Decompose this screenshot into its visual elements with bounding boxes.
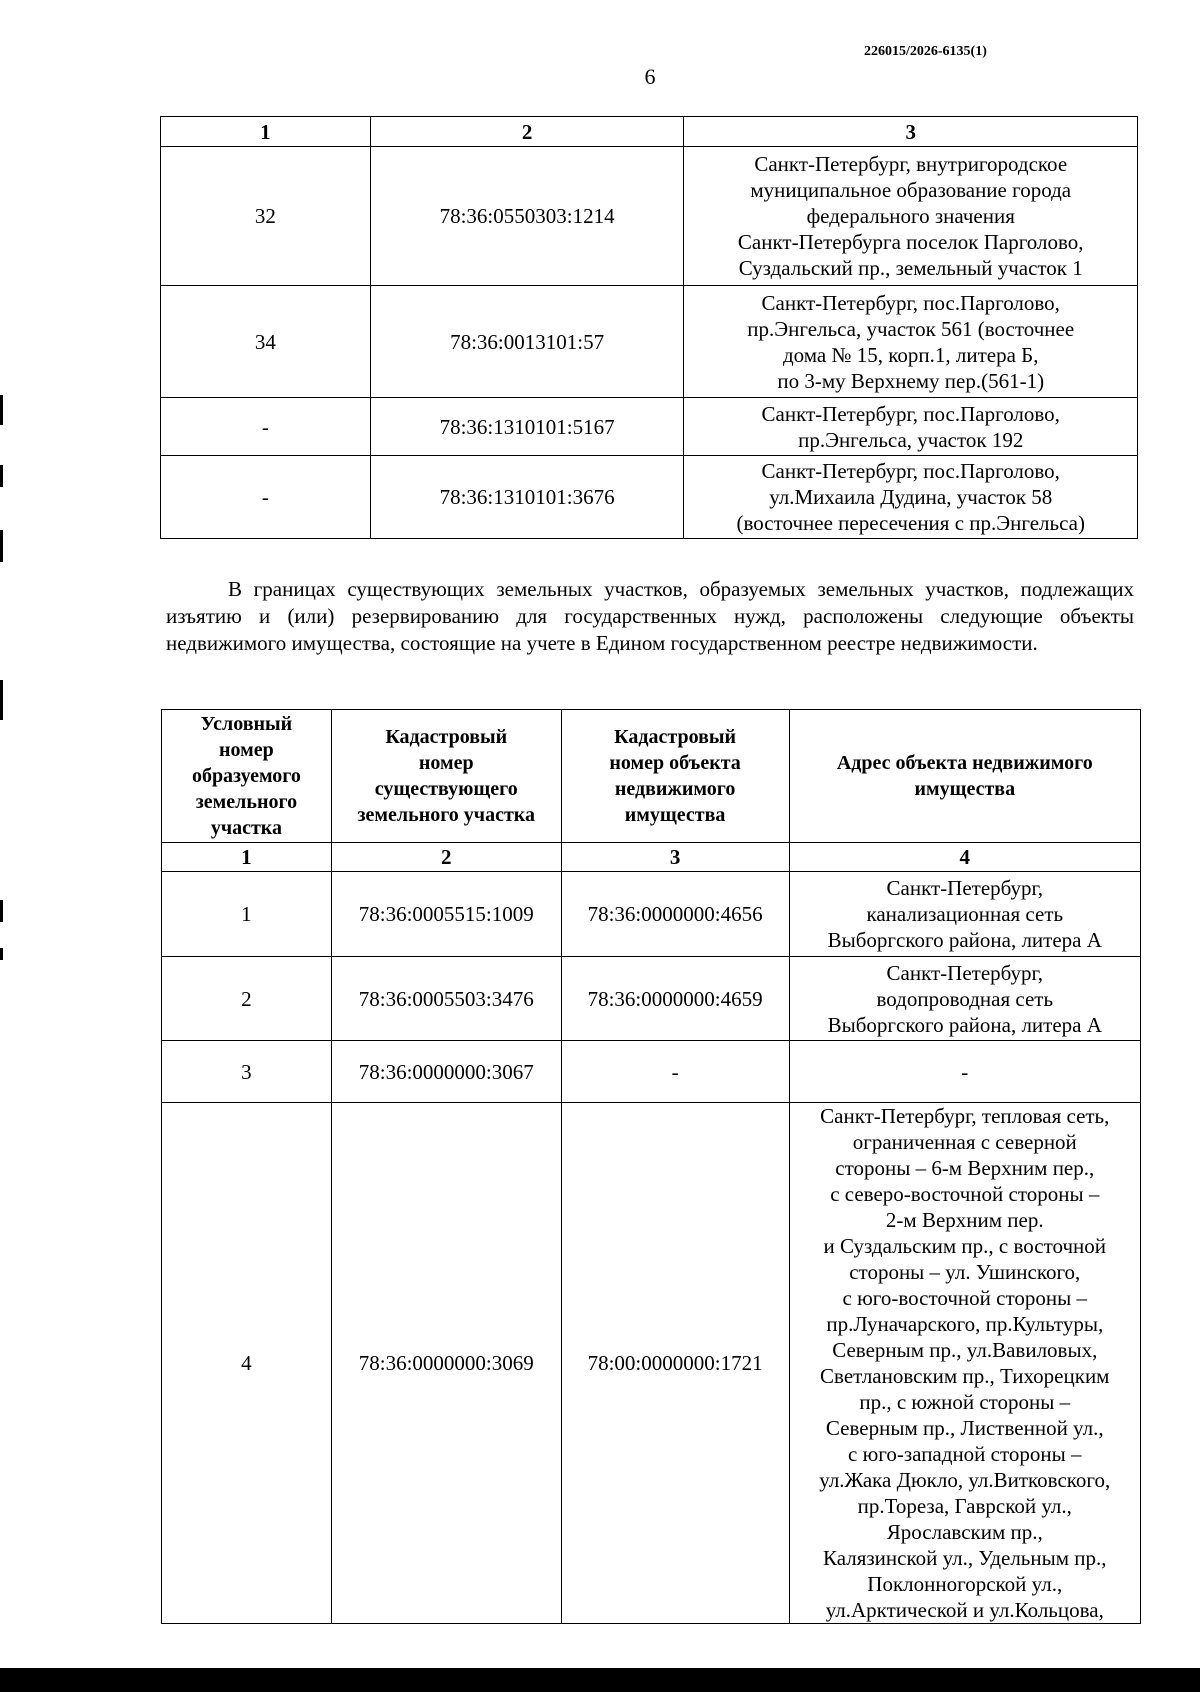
cadastral-number-cell: 78:36:0005515:1009 [331, 872, 561, 957]
plot-number-cell: 1 [162, 872, 332, 957]
table-row [161, 147, 1138, 286]
plot-number-cell: 2 [162, 957, 332, 1041]
address-cell: Санкт-Петербург, пос.Парголово, пр.Энгельса, участок 192 [684, 398, 1138, 456]
table-header-row [162, 710, 1141, 843]
cadastral-number-cell: 78:36:0000000:3067 [331, 1041, 561, 1103]
column-header: Условный номер образуемого земельного участка [162, 710, 332, 843]
table-row [161, 456, 1138, 539]
address-cell: Санкт-Петербург, внутригородское муниципальное образование города федерального значения Санкт-Петербурга поселок Парголово, Суздальский пр., земельный участок 1 [684, 147, 1138, 286]
address-cell: Санкт-Петербург, пос.Парголово, пр.Энгельса, участок 561 (восточнее дома № 15, корп.1, литера Б, по 3-му Верхнему пер.(561-1) [684, 286, 1138, 398]
address-cell: Санкт-Петербург, водопроводная сеть Выборгского района, литера А [789, 957, 1140, 1041]
plot-number-cell: 34 [161, 286, 371, 398]
page-number: 6 [644, 64, 656, 89]
plot-number-cell: 3 [162, 1041, 332, 1103]
object-cadastral-number-cell: 78:00:0000000:1721 [561, 1103, 789, 1624]
column-header: Кадастровый номер существующего земельного участка [331, 710, 561, 843]
column-header: Адрес объекта недвижимого имущества [789, 710, 1140, 843]
column-number-cell: 2 [370, 117, 684, 147]
table-header-row [161, 117, 1138, 147]
column-number-row [162, 843, 1141, 872]
table-row [162, 872, 1141, 957]
object-cadastral-number-cell: 78:36:0000000:4659 [561, 957, 789, 1041]
table-row [162, 1103, 1141, 1624]
address-cell: Санкт-Петербург, тепловая сеть, ограниченная с северной стороны – 6-м Верхним пер., с северо-восточной стороны – 2-м Верхним пер. и Суздальским пр., с восточной стороны – ул. Ушинского, с юго-восточной стороны – пр.Луначарского, пр.Культуры, Северным пр., ул.Вавиловых, Светлановским пр., Тихорецким пр., с южной стороны – Северным пр., Лиственной ул., с юго-западной стороны – ул.Жака Дюкло, ул.Витковского, пр.Тореза, Гаврской ул., Ярославским пр., Калязинской ул., Удельным пр., Поклонногорской ул., ул.Арктической и ул.Кольцова, [789, 1103, 1140, 1624]
plot-number-cell: 4 [162, 1103, 332, 1624]
column-number-cell: 1 [162, 843, 332, 872]
body-paragraph: В границах существующих земельных участков, образуемых земельных участков, подлежащих изъятию и (или) резервированию для государственных нужд, расположены следующие объекты недвижимого имущества, состоящие на учете в Едином государственном реестре недвижимости. [166, 577, 1134, 655]
column-number-cell: 4 [789, 843, 1140, 872]
table-row [161, 398, 1138, 456]
plot-number-cell: - [161, 456, 371, 539]
cadastral-number-cell: 78:36:0550303:1214 [370, 147, 684, 286]
address-cell: - [789, 1041, 1140, 1103]
cadastral-number-cell: 78:36:0000000:3069 [331, 1103, 561, 1624]
plot-number-cell: 32 [161, 147, 371, 286]
document-number: 226015/2026-6135(1) [864, 44, 987, 59]
table-row [161, 286, 1138, 398]
object-cadastral-number-cell: - [561, 1041, 789, 1103]
object-cadastral-number-cell: 78:36:0000000:4656 [561, 872, 789, 957]
scan-bottom-edge [0, 1668, 1200, 1692]
column-number-cell: 1 [161, 117, 371, 147]
plot-number-cell: - [161, 398, 371, 456]
table-row [162, 1041, 1141, 1103]
address-cell: Санкт-Петербург, канализационная сеть Выборгского района, литера А [789, 872, 1140, 957]
cadastral-number-cell: 78:36:0013101:57 [370, 286, 684, 398]
land-plots-table [160, 116, 1138, 539]
column-number-cell: 2 [331, 843, 561, 872]
column-number-cell: 3 [684, 117, 1138, 147]
cadastral-number-cell: 78:36:0005503:3476 [331, 957, 561, 1041]
real-estate-objects-table [161, 709, 1141, 1624]
cadastral-number-cell: 78:36:1310101:5167 [370, 398, 684, 456]
column-header: Кадастровый номер объекта недвижимого имущества [561, 710, 789, 843]
cadastral-number-cell: 78:36:1310101:3676 [370, 456, 684, 539]
column-number-cell: 3 [561, 843, 789, 872]
address-cell: Санкт-Петербург, пос.Парголово, ул.Михаила Дудина, участок 58 (восточнее пересечения с пр.Энгельса) [684, 456, 1138, 539]
scan-edge-marks [0, 0, 4, 1692]
table-row [162, 957, 1141, 1041]
